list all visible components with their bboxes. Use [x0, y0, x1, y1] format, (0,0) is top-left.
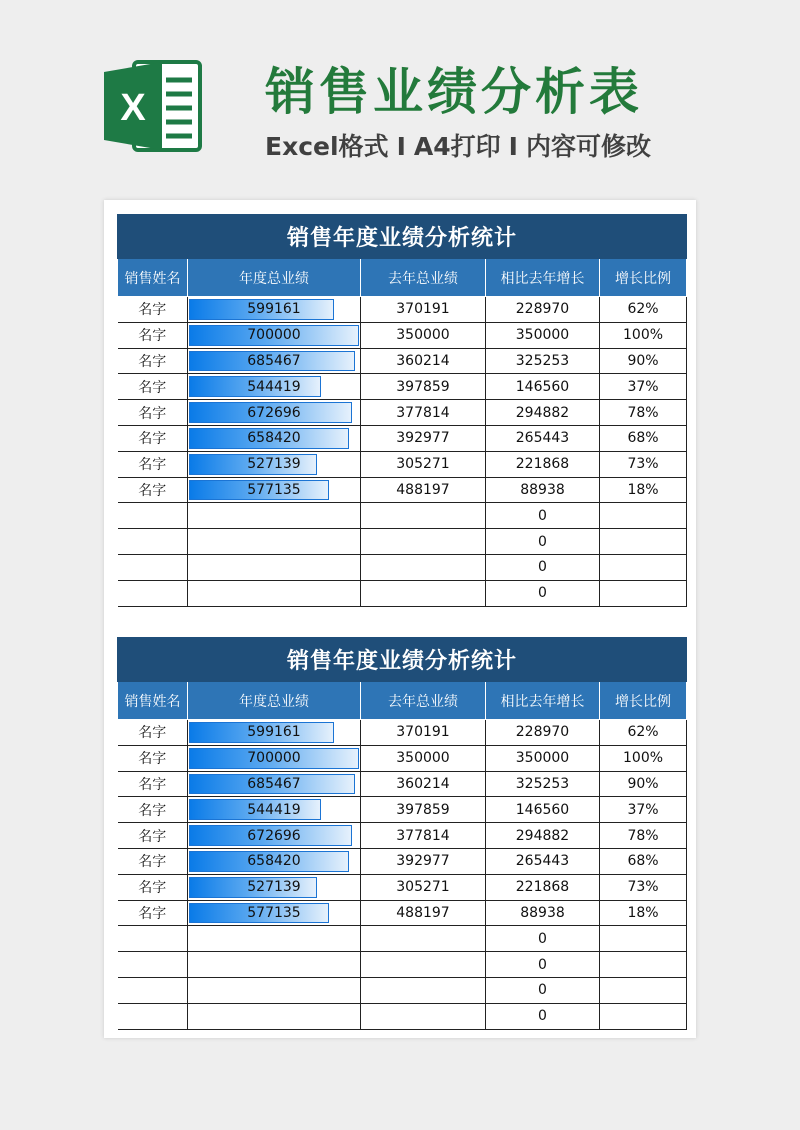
- table-row: [118, 926, 687, 952]
- table-cell[interactable]: 100%: [600, 322, 687, 348]
- table-row: [118, 348, 687, 374]
- table-cell[interactable]: 221868: [486, 451, 600, 477]
- table-cell[interactable]: 0: [486, 977, 600, 1003]
- column-header: 增长比例: [600, 259, 687, 297]
- table-row: [118, 848, 687, 874]
- table-cell[interactable]: 146560: [486, 797, 600, 823]
- table-cell[interactable]: [188, 771, 361, 797]
- table-cell[interactable]: 392977: [361, 425, 486, 451]
- page-subtitle: [265, 127, 651, 163]
- table-cell[interactable]: [600, 529, 687, 555]
- table-cell[interactable]: 73%: [600, 451, 687, 477]
- table-cell[interactable]: [188, 425, 361, 451]
- table-cell[interactable]: 68%: [600, 425, 687, 451]
- table-cell[interactable]: 62%: [600, 297, 687, 323]
- table-row: [118, 400, 687, 426]
- table-row: [118, 952, 687, 978]
- excel-logo-icon: [104, 58, 204, 154]
- table-cell[interactable]: 0: [486, 952, 600, 978]
- bar-value: 599161: [247, 301, 301, 318]
- table-row: [118, 797, 687, 823]
- subtitle-separator: I: [508, 132, 518, 161]
- table-cell[interactable]: [188, 823, 361, 849]
- table-cell[interactable]: 68%: [600, 848, 687, 874]
- table-cell[interactable]: [118, 977, 188, 1003]
- table-cell[interactable]: 0: [486, 926, 600, 952]
- table-cell[interactable]: [188, 874, 361, 900]
- table-cell[interactable]: 397859: [361, 797, 486, 823]
- column-header: 增长比例: [600, 682, 687, 720]
- table-cell[interactable]: 0: [486, 1003, 600, 1029]
- table-title: 销售年度业绩分析统计: [118, 638, 687, 682]
- table-cell[interactable]: 221868: [486, 874, 600, 900]
- table-cell[interactable]: 228970: [486, 720, 600, 746]
- table-cell[interactable]: 360214: [361, 771, 486, 797]
- table-cell[interactable]: 350000: [361, 322, 486, 348]
- subtitle-print: A4打印: [413, 132, 501, 161]
- sales-table: [117, 637, 687, 1030]
- table-row: [118, 425, 687, 451]
- table-cell[interactable]: [188, 477, 361, 503]
- table-cell[interactable]: [188, 400, 361, 426]
- bar-value: 544419: [247, 801, 301, 818]
- table-cell[interactable]: [118, 529, 188, 555]
- table-cell[interactable]: [188, 503, 361, 529]
- table-cell[interactable]: [188, 977, 361, 1003]
- table-cell[interactable]: 名字: [118, 771, 188, 797]
- table-cell[interactable]: 88938: [486, 477, 600, 503]
- table-row: [118, 374, 687, 400]
- table-cell[interactable]: 305271: [361, 451, 486, 477]
- column-header: 相比去年增长: [486, 259, 600, 297]
- table-cell[interactable]: [361, 926, 486, 952]
- table-row: [118, 771, 687, 797]
- table-row: [118, 720, 687, 746]
- table-cell[interactable]: [600, 952, 687, 978]
- table-cell[interactable]: 90%: [600, 771, 687, 797]
- table-cell[interactable]: [600, 977, 687, 1003]
- table-cell[interactable]: 78%: [600, 823, 687, 849]
- bar-value: 672696: [247, 404, 301, 421]
- table-cell[interactable]: [188, 926, 361, 952]
- table-cell[interactable]: 294882: [486, 400, 600, 426]
- table-cell[interactable]: 325253: [486, 348, 600, 374]
- table-cell[interactable]: [118, 926, 188, 952]
- table-cell[interactable]: [188, 348, 361, 374]
- table-cell[interactable]: 名字: [118, 425, 188, 451]
- column-header: 销售姓名: [118, 682, 188, 720]
- table-cell[interactable]: 0: [486, 529, 600, 555]
- table-cell[interactable]: [188, 322, 361, 348]
- table-cell[interactable]: 名字: [118, 451, 188, 477]
- table-cell[interactable]: [188, 952, 361, 978]
- table-cell[interactable]: [188, 797, 361, 823]
- table-row: [118, 900, 687, 926]
- bar-value: 685467: [247, 775, 301, 792]
- table-cell[interactable]: 88938: [486, 900, 600, 926]
- table-cell[interactable]: [188, 900, 361, 926]
- table-row: [118, 823, 687, 849]
- table-cell[interactable]: [361, 503, 486, 529]
- page-header: [0, 0, 800, 200]
- table-cell[interactable]: 350000: [361, 745, 486, 771]
- table-cell[interactable]: 350000: [486, 322, 600, 348]
- table-cell[interactable]: 73%: [600, 874, 687, 900]
- table-row: [118, 529, 687, 555]
- table-cell[interactable]: [361, 952, 486, 978]
- table-row: [118, 874, 687, 900]
- table-cell[interactable]: 265443: [486, 425, 600, 451]
- table-cell[interactable]: 377814: [361, 823, 486, 849]
- table-row: [118, 297, 687, 323]
- table-cell[interactable]: 名字: [118, 900, 188, 926]
- table-cell[interactable]: [188, 451, 361, 477]
- bar-value: 672696: [247, 827, 301, 844]
- table-cell[interactable]: 397859: [361, 374, 486, 400]
- table-cell[interactable]: [188, 1003, 361, 1029]
- bar-value: 527139: [247, 879, 301, 896]
- bar-value: 527139: [247, 456, 301, 473]
- bar-value: 599161: [247, 724, 301, 741]
- table-row: [118, 745, 687, 771]
- table-cell[interactable]: 350000: [486, 745, 600, 771]
- table-cell[interactable]: [188, 554, 361, 580]
- table-cell[interactable]: [188, 529, 361, 555]
- table-cell[interactable]: [188, 848, 361, 874]
- table-cell[interactable]: 78%: [600, 400, 687, 426]
- table-cell[interactable]: [118, 580, 188, 606]
- bar-value: 544419: [247, 378, 301, 395]
- column-header: 销售姓名: [118, 259, 188, 297]
- table-cell[interactable]: 305271: [361, 874, 486, 900]
- column-header: 年度总业绩: [188, 259, 361, 297]
- table-cell[interactable]: [188, 745, 361, 771]
- table-cell[interactable]: 90%: [600, 348, 687, 374]
- subtitle-format: Excel格式: [265, 132, 389, 161]
- table-cell[interactable]: 名字: [118, 720, 188, 746]
- subtitle-separator: I: [396, 132, 406, 161]
- bar-value: 700000: [247, 750, 301, 767]
- table-cell[interactable]: 37%: [600, 797, 687, 823]
- table-cell[interactable]: [600, 580, 687, 606]
- bar-value: 658420: [247, 853, 301, 870]
- page-title: 销售业绩分析表: [265, 63, 643, 121]
- bar-value: 700000: [247, 327, 301, 344]
- bar-value: 685467: [247, 352, 301, 369]
- column-header: 年度总业绩: [188, 682, 361, 720]
- table-cell[interactable]: 360214: [361, 348, 486, 374]
- table-row: [118, 477, 687, 503]
- subtitle-editable: 内容可修改: [525, 132, 651, 161]
- table-cell[interactable]: 265443: [486, 848, 600, 874]
- table-row: [118, 503, 687, 529]
- table-cell[interactable]: [188, 720, 361, 746]
- table-cell[interactable]: [361, 977, 486, 1003]
- table-cell[interactable]: 325253: [486, 771, 600, 797]
- table-cell[interactable]: 370191: [361, 297, 486, 323]
- table-cell[interactable]: 名字: [118, 297, 188, 323]
- table-cell[interactable]: 0: [486, 503, 600, 529]
- table-cell[interactable]: [118, 503, 188, 529]
- bar-value: 577135: [247, 904, 301, 921]
- table-cell[interactable]: 名字: [118, 322, 188, 348]
- table-cell[interactable]: 100%: [600, 745, 687, 771]
- column-header: 去年总业绩: [361, 682, 486, 720]
- table-cell[interactable]: 294882: [486, 823, 600, 849]
- table-cell[interactable]: 377814: [361, 400, 486, 426]
- table-cell[interactable]: [118, 554, 188, 580]
- table-cell[interactable]: 名字: [118, 874, 188, 900]
- table-cell[interactable]: [361, 1003, 486, 1029]
- table-cell[interactable]: 62%: [600, 720, 687, 746]
- table-cell[interactable]: 名字: [118, 400, 188, 426]
- table-cell[interactable]: 0: [486, 554, 600, 580]
- table-row: [118, 1003, 687, 1029]
- table-cell[interactable]: 名字: [118, 797, 188, 823]
- sales-table: [117, 214, 687, 607]
- table-row: [118, 580, 687, 606]
- logo-letter: X: [120, 87, 146, 129]
- table-cell[interactable]: 名字: [118, 745, 188, 771]
- table-cell[interactable]: 370191: [361, 720, 486, 746]
- table-cell[interactable]: 名字: [118, 823, 188, 849]
- table-title: 销售年度业绩分析统计: [118, 215, 687, 259]
- table-row: [118, 322, 687, 348]
- spreadsheet-paper: [104, 200, 696, 1038]
- table-cell[interactable]: 488197: [361, 900, 486, 926]
- table-cell[interactable]: 18%: [600, 900, 687, 926]
- table-cell[interactable]: 名字: [118, 477, 188, 503]
- table-cell[interactable]: 0: [486, 580, 600, 606]
- bar-value: 658420: [247, 430, 301, 447]
- table-cell[interactable]: [118, 952, 188, 978]
- table-row: [118, 977, 687, 1003]
- table-cell[interactable]: 392977: [361, 848, 486, 874]
- table-cell[interactable]: [600, 1003, 687, 1029]
- column-header: 去年总业绩: [361, 259, 486, 297]
- table-cell[interactable]: [188, 297, 361, 323]
- table-cell[interactable]: [600, 503, 687, 529]
- table-cell[interactable]: 名字: [118, 374, 188, 400]
- table-cell[interactable]: [600, 926, 687, 952]
- table-cell[interactable]: [361, 529, 486, 555]
- table-cell[interactable]: 18%: [600, 477, 687, 503]
- table-cell[interactable]: 228970: [486, 297, 600, 323]
- table-cell[interactable]: 146560: [486, 374, 600, 400]
- table-cell[interactable]: [188, 374, 361, 400]
- table-cell[interactable]: 名字: [118, 848, 188, 874]
- table-cell[interactable]: 488197: [361, 477, 486, 503]
- table-row: [118, 451, 687, 477]
- bar-value: 577135: [247, 481, 301, 498]
- column-header: 相比去年增长: [486, 682, 600, 720]
- table-cell[interactable]: [118, 1003, 188, 1029]
- table-cell[interactable]: [361, 580, 486, 606]
- table-row: [118, 554, 687, 580]
- table-cell[interactable]: [600, 554, 687, 580]
- table-cell[interactable]: 37%: [600, 374, 687, 400]
- table-cell[interactable]: 名字: [118, 348, 188, 374]
- table-cell[interactable]: [188, 580, 361, 606]
- table-cell[interactable]: [361, 554, 486, 580]
